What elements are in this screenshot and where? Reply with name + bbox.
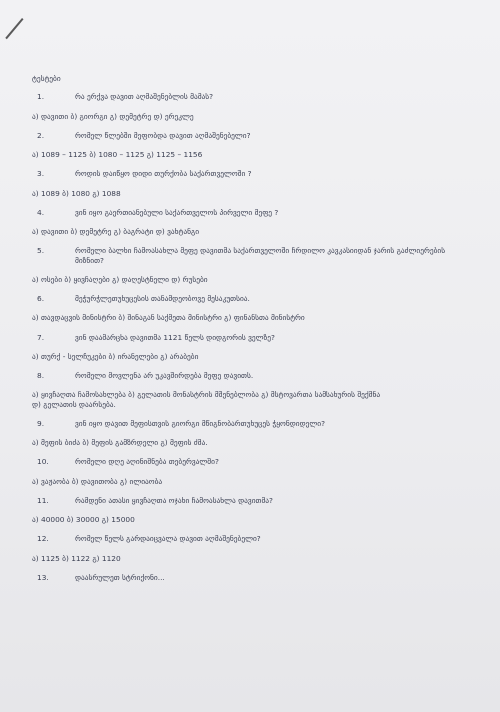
question-1 [32, 92, 472, 101]
answer-options: ა) თავდაცვის მინისტრი ბ) შინაგან საქმეთა მინისტრი გ) ფინანსთა მინისტრი [32, 313, 305, 323]
question-number: 5. [37, 246, 45, 256]
question-number: 6. [37, 294, 45, 303]
question-number: 3. [37, 169, 45, 179]
question-text: რომელ წელს გარდაიცვალა დავით აღმაშენებელი? [75, 534, 261, 544]
question-text: როდის დაიწყო დიდი თურქობა საქართველოში ? [75, 169, 252, 179]
question-text: დაასრულეთ სტრიქონი... [75, 572, 165, 582]
question-2 [32, 131, 472, 140]
question-text: ვინ იყო დავით მეფისთვის გიორგი მწიგნობართუხუცეს ჭყონდიდელი? [75, 418, 325, 428]
answer-options: ა) 1089 ბ) 1080 გ) 1088 [32, 188, 121, 198]
question-text: მეჭურჭლეთუხუცესის თანამდეობოვე მესაკუთსია. [75, 294, 250, 303]
question-6 [32, 294, 472, 303]
answer-line: დ) გელათის დაარსება. [32, 399, 116, 409]
question-number: 2. [37, 130, 45, 140]
question-8 [32, 371, 472, 380]
question-text: რომელი მოვლენა არ უკავშირდება მეფე დავითს. [75, 371, 254, 380]
question-number: 1. [37, 92, 45, 102]
question-text: რომელი დღე აღინიშნება თებერვალში? [75, 457, 219, 467]
question-number: 12. [37, 534, 49, 544]
answer-options: ა) დავითი ბ) დემეტრე გ) ბაგრატი დ) ვახტანგი [32, 227, 200, 236]
page-title: ტესტები [32, 74, 61, 83]
question-text: ვინ დაამარცხა დავითმა 1121 წელს დიდგორის ველზე? [75, 332, 275, 342]
answer-options: ა) თურქ - სელჩუკები ბ) ირანელები გ) არაბები [32, 351, 199, 361]
question-9 [32, 419, 472, 428]
question-number: 8. [37, 371, 45, 380]
question-5 [32, 246, 472, 265]
answer-options: ა) ოსები ბ) ყივჩაღები გ) დაღესტნელი დ) რუსები [32, 274, 208, 284]
question-3 [32, 169, 472, 178]
question-text: რამდენი ათასი ყივჩაღთა ოჯახი ჩამოასახლა დავითმა? [75, 495, 273, 505]
question-text: ვინ იყო გაერთიანებული საქართველოს პირველი მეფე ? [75, 207, 279, 217]
answer-options [32, 390, 472, 409]
question-number: 9. [37, 418, 45, 428]
question-12 [32, 534, 472, 543]
question-number: 4. [37, 207, 45, 217]
question-number: 11. [37, 495, 49, 505]
question-10 [32, 457, 472, 466]
answer-options: ა) ვაჟაობა ბ) დავითობა გ) ილიაობა [32, 476, 163, 486]
question-number: 7. [37, 332, 45, 342]
question-text: რომელ წლებში მეფობდა დავით აღმაშენებელი? [75, 130, 251, 140]
question-number: 10. [37, 457, 49, 467]
question-text: რომელი ბალხი ჩამოასახლა მეფე დავითმა საქართველოში ჩრდილო კავკასიიდან ჯარის გაძლიერების მიზნით? [75, 246, 446, 265]
answer-options: ა) მეფის ბიძა ბ) მეფის გამზრდელი გ) მეფის ძმა. [32, 438, 208, 447]
question-4 [32, 208, 472, 217]
answer-line: ა) ყივჩაღთა ჩამოსახლება ბ) გელათის მონასტრის მშენებლობა გ) მსტოვართა სამსახურის შექმნა [32, 390, 381, 400]
answer-options: ა) დავითი ბ) გიორგი გ) დემეტრე დ) ერეკლე [32, 111, 194, 121]
answer-options: ა) 40000 ბ) 30000 გ) 15000 [32, 515, 135, 524]
answer-options: ა) 1125 ბ) 1122 გ) 1120 [32, 553, 121, 563]
question-11 [32, 496, 472, 505]
test-content [32, 74, 472, 592]
question-7 [32, 333, 472, 342]
question-text: რა ერქვა დავით აღმაშენებლის მამას? [75, 92, 214, 102]
question-number: 13. [37, 572, 49, 582]
pen-mark [5, 18, 23, 39]
answer-options: ა) 1089 – 1125 ბ) 1080 – 1125 გ) 1125 – 1156 [32, 150, 203, 159]
question-13 [32, 573, 472, 582]
